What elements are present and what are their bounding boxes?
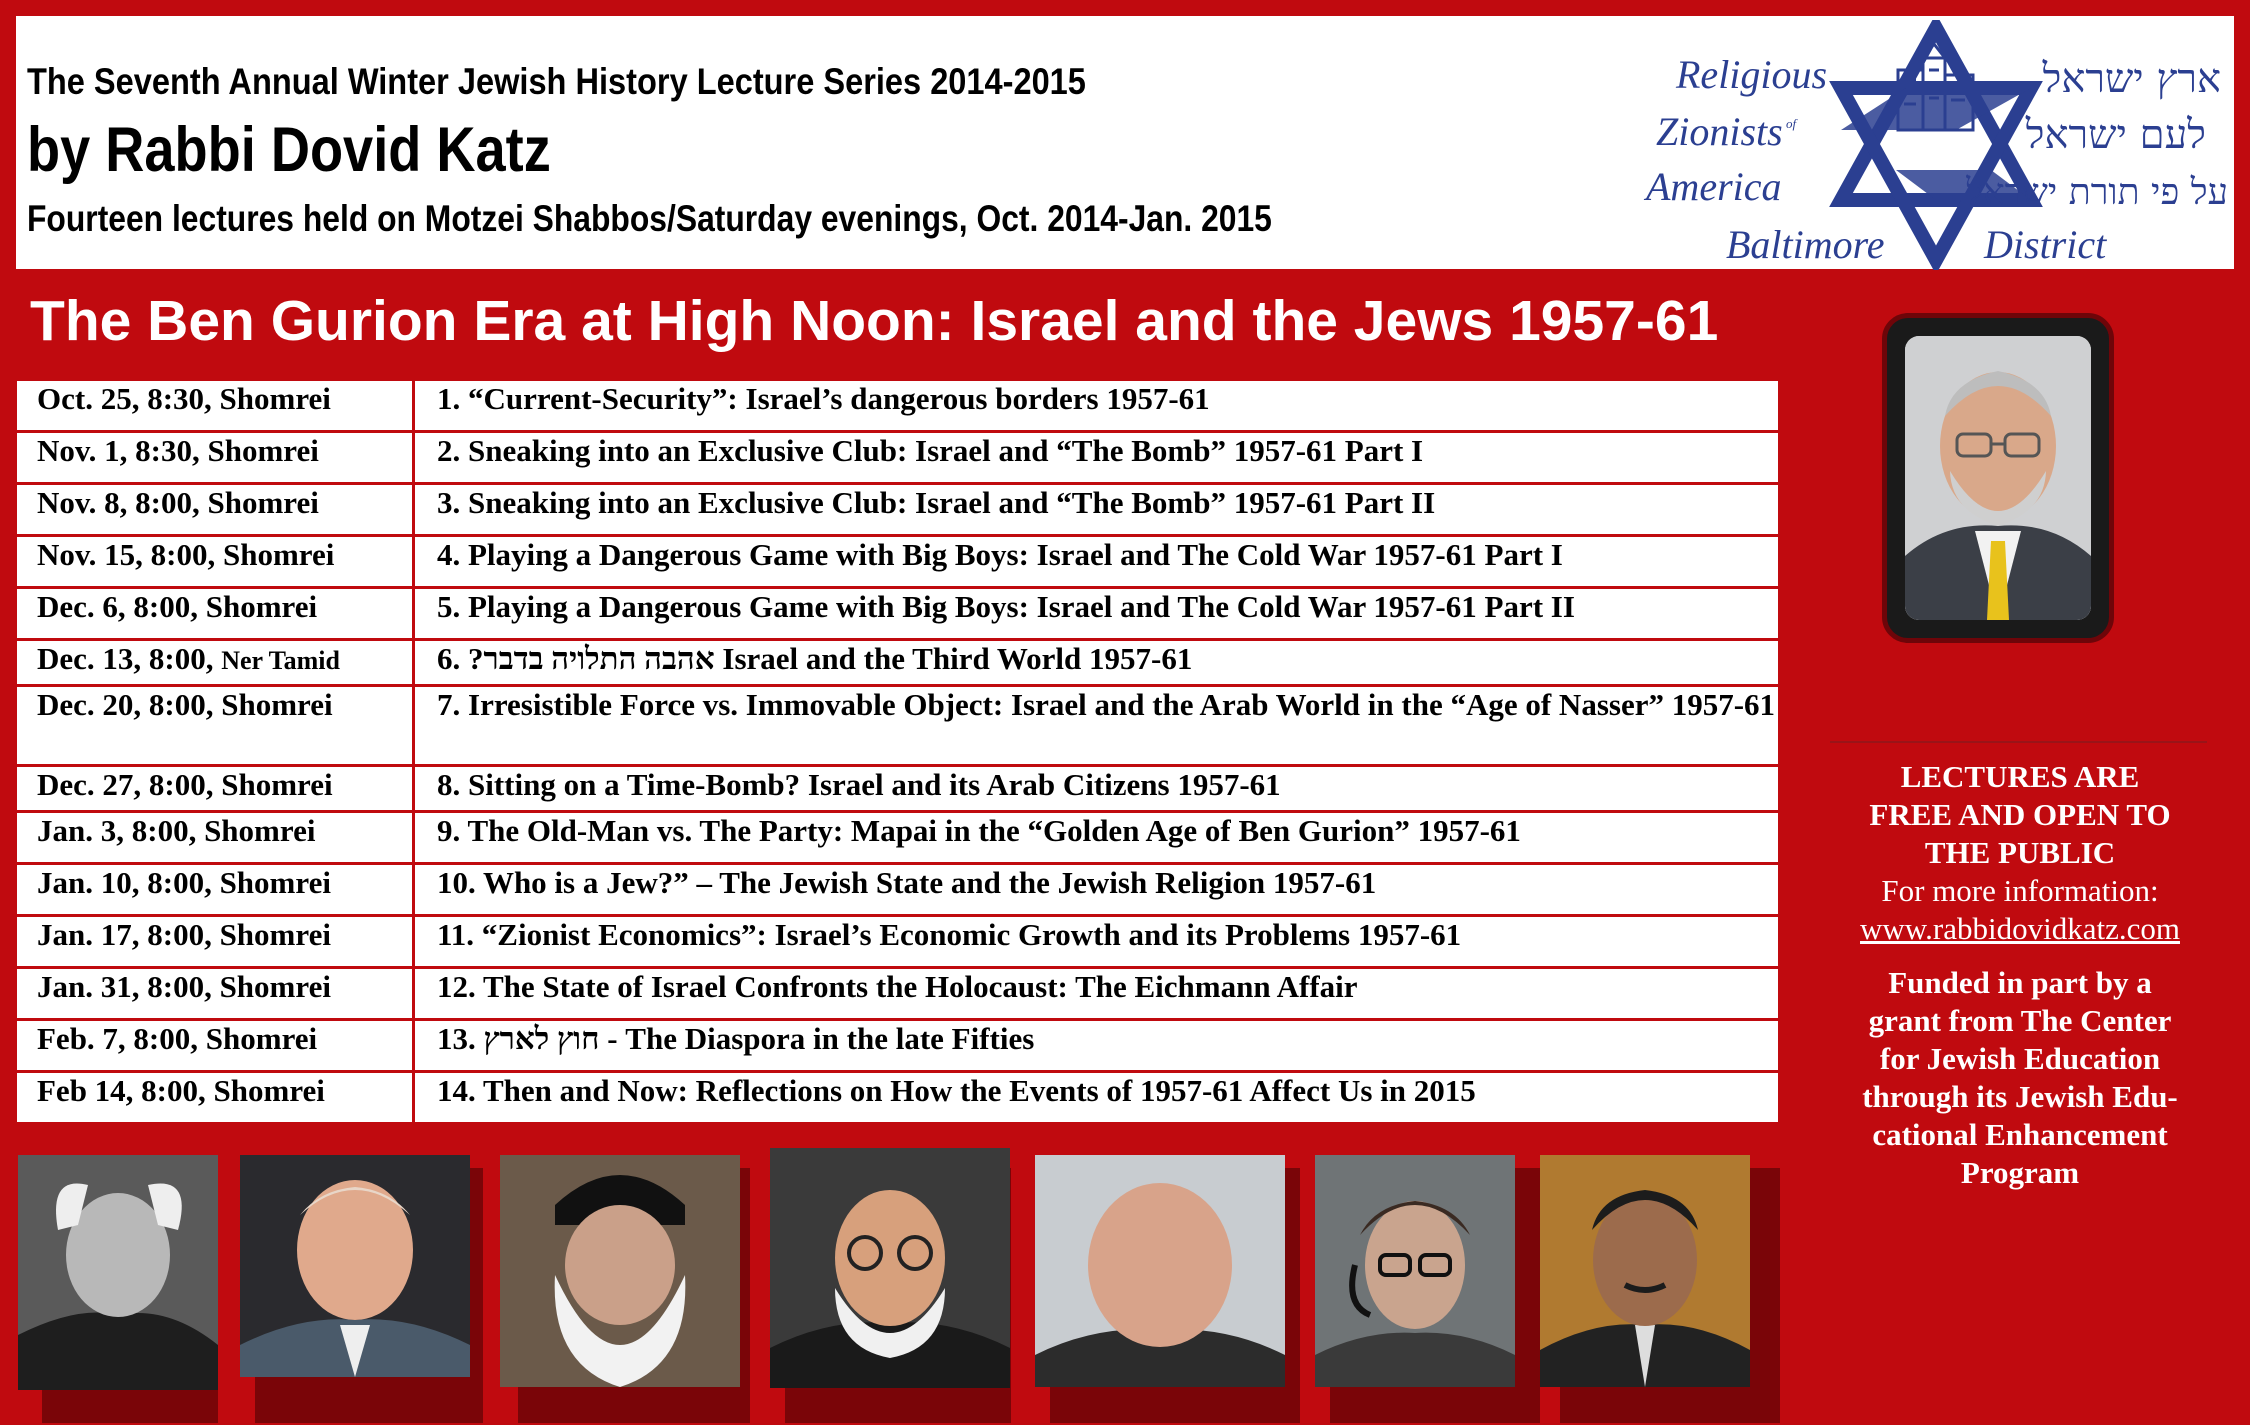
portrait-eisenhower-icon [240, 1155, 470, 1377]
portrait-khrushchev [1035, 1155, 1285, 1387]
lecture-date: Jan. 10, 8:00, Shomrei [16, 864, 414, 916]
more-info-label: For more information: [1881, 873, 2159, 908]
info-panel [1810, 758, 2230, 1192]
portrait-rabbi-glasses [770, 1148, 1010, 1388]
lecture-date: Dec. 20, 8:00, Shomrei [16, 686, 414, 766]
lecture-title: 11. “Zionist Economics”: Israel’s Economic Growth and its Problems 1957-61 [414, 916, 1780, 968]
table-row [16, 766, 1780, 812]
funded-line-4: through its Jewish Edu- [1862, 1079, 2178, 1114]
lecture-date: Dec. 6, 8:00, Shomrei [16, 588, 414, 640]
table-row [16, 432, 1780, 484]
logo-district: District [1984, 222, 2107, 267]
series-subtitle: Fourteen lectures held on Motzei Shabbos/Saturday evenings, Oct. 2014-Jan. 2015 [27, 198, 1272, 239]
lecturer-photo [1905, 336, 2091, 620]
lecture-date: Dec. 27, 8:00, Shomrei [16, 766, 414, 812]
logo-religious: Religious [1676, 52, 1828, 97]
lecture-schedule-table [14, 378, 1781, 1125]
logo-hebrew-line-2: לעם ישראל [2025, 112, 2206, 158]
lecture-title: 4. Playing a Dangerous Game with Big Boys: Israel and The Cold War 1957-61 Part I [414, 536, 1780, 588]
portrait-ben-gurion-icon [18, 1155, 218, 1390]
lecture-title: 7. Irresistible Force vs. Immovable Object: Israel and the Arab World in the “Age of Nasser” 1957-61 [414, 686, 1780, 766]
free-line-1: LECTURES ARE [1900, 759, 2140, 794]
lecture-date-main: Dec. 13, 8:00, [37, 641, 214, 676]
funding-note [1810, 964, 2230, 1192]
table-row [16, 484, 1780, 536]
logo-america: America [1646, 164, 1782, 209]
table-row [16, 812, 1780, 864]
header-panel [16, 16, 2234, 269]
lecture-title: 2. Sneaking into an Exclusive Club: Israel and “The Bomb” 1957-61 Part I [414, 432, 1780, 484]
funded-line-1: Funded in part by a [1888, 965, 2152, 1000]
logo-hebrew-line-3: על פי תורת ישראל [1966, 172, 2228, 213]
table-row [16, 864, 1780, 916]
lecture-title: 3. Sneaking into an Exclusive Club: Israel and “The Bomb” 1957-61 Part II [414, 484, 1780, 536]
lecture-title: 12. The State of Israel Confronts the Holocaust: The Eichmann Affair [414, 968, 1780, 1020]
table-row [16, 686, 1780, 766]
lecture-date: Nov. 1, 8:30, Shomrei [16, 432, 414, 484]
lecture-title: 13. חוץ לארץ - The Diaspora in the late Fifties [414, 1020, 1780, 1072]
table-row [16, 536, 1780, 588]
lecturer-face-icon [1905, 336, 2091, 620]
portrait-eisenhower [240, 1155, 470, 1377]
portrait-khrushchev-icon [1035, 1155, 1285, 1387]
lecture-date: Oct. 25, 8:30, Shomrei [16, 380, 414, 432]
funded-line-6: Program [1960, 1155, 2080, 1190]
series-title: The Seventh Annual Winter Jewish History Lecture Series 2014-2015 [27, 61, 1086, 102]
lecture-date: Jan. 17, 8:00, Shomrei [16, 916, 414, 968]
logo-hebrew-line-1: ארץ ישראל [2042, 56, 2221, 102]
table-row [16, 1072, 1780, 1124]
portrait-nasser [1540, 1155, 1750, 1387]
portrait-nasser-icon [1540, 1155, 1750, 1387]
author-title: by Rabbi Dovid Katz [27, 115, 551, 185]
free-line-2: FREE AND OPEN TO [1869, 797, 2171, 832]
funded-line-3: for Jewish Education [1879, 1041, 2161, 1076]
lecture-date [16, 640, 414, 686]
funded-line-2: grant from The Center [1868, 1003, 2172, 1038]
lecture-title: 5. Playing a Dangerous Game with Big Boys: Israel and The Cold War 1957-61 Part II [414, 588, 1780, 640]
lecture-title: 14. Then and Now: Reflections on How the Events of 1957-61 Affect Us in 2015 [414, 1072, 1780, 1124]
lecturer-portrait [1882, 313, 2114, 643]
table-row [16, 588, 1780, 640]
lecture-date: Nov. 8, 8:00, Shomrei [16, 484, 414, 536]
logo-zionists: Zionists [1656, 109, 1783, 154]
lecture-title: 9. The Old-Man vs. The Party: Mapai in the “Golden Age of Ben Gurion” 1957-61 [414, 812, 1780, 864]
lecture-date: Jan. 31, 8:00, Shomrei [16, 968, 414, 1020]
funded-line-5: cational Enhancement [1872, 1117, 2168, 1152]
table-row [16, 380, 1780, 432]
portrait-rabbi-glasses-icon [770, 1148, 1010, 1388]
table-row [16, 1020, 1780, 1072]
lecture-date: Feb. 7, 8:00, Shomrei [16, 1020, 414, 1072]
info-divider [1830, 741, 2207, 743]
website-link[interactable]: www.rabbidovidkatz.com [1860, 911, 2180, 946]
portrait-rabbi-beard-icon [500, 1155, 740, 1387]
portrait-eichmann [1315, 1155, 1515, 1387]
lecture-title: 6. ?אהבה התלויה בדבר Israel and the Third World 1957-61 [414, 640, 1780, 686]
lecture-date: Nov. 15, 8:00, Shomrei [16, 536, 414, 588]
portrait-ben-gurion [18, 1155, 218, 1390]
table-row [16, 640, 1780, 686]
portrait-rabbi-beard [500, 1155, 740, 1387]
logo-baltimore: Baltimore [1726, 222, 1885, 267]
table-row [16, 968, 1780, 1020]
lecture-location: Ner Tamid [221, 646, 340, 675]
lecture-title: 1. “Current-Security”: Israel’s dangerous borders 1957-61 [414, 380, 1780, 432]
logo-of: of [1786, 116, 1797, 131]
rza-logo [1636, 20, 2234, 270]
lecture-date: Feb 14, 8:00, Shomrei [16, 1072, 414, 1124]
lecture-title: 10. Who is a Jew?” – The Jewish State and the Jewish Religion 1957-61 [414, 864, 1780, 916]
era-title: The Ben Gurion Era at High Noon: Israel and the Jews 1957-61 [30, 289, 1719, 353]
historical-portraits-strip [0, 1143, 1790, 1423]
portrait-eichmann-icon [1315, 1155, 1515, 1387]
lecture-title: 8. Sitting on a Time-Bomb? Israel and its Arab Citizens 1957-61 [414, 766, 1780, 812]
lecture-date: Jan. 3, 8:00, Shomrei [16, 812, 414, 864]
free-line-3: THE PUBLIC [1924, 835, 2116, 870]
table-row [16, 916, 1780, 968]
